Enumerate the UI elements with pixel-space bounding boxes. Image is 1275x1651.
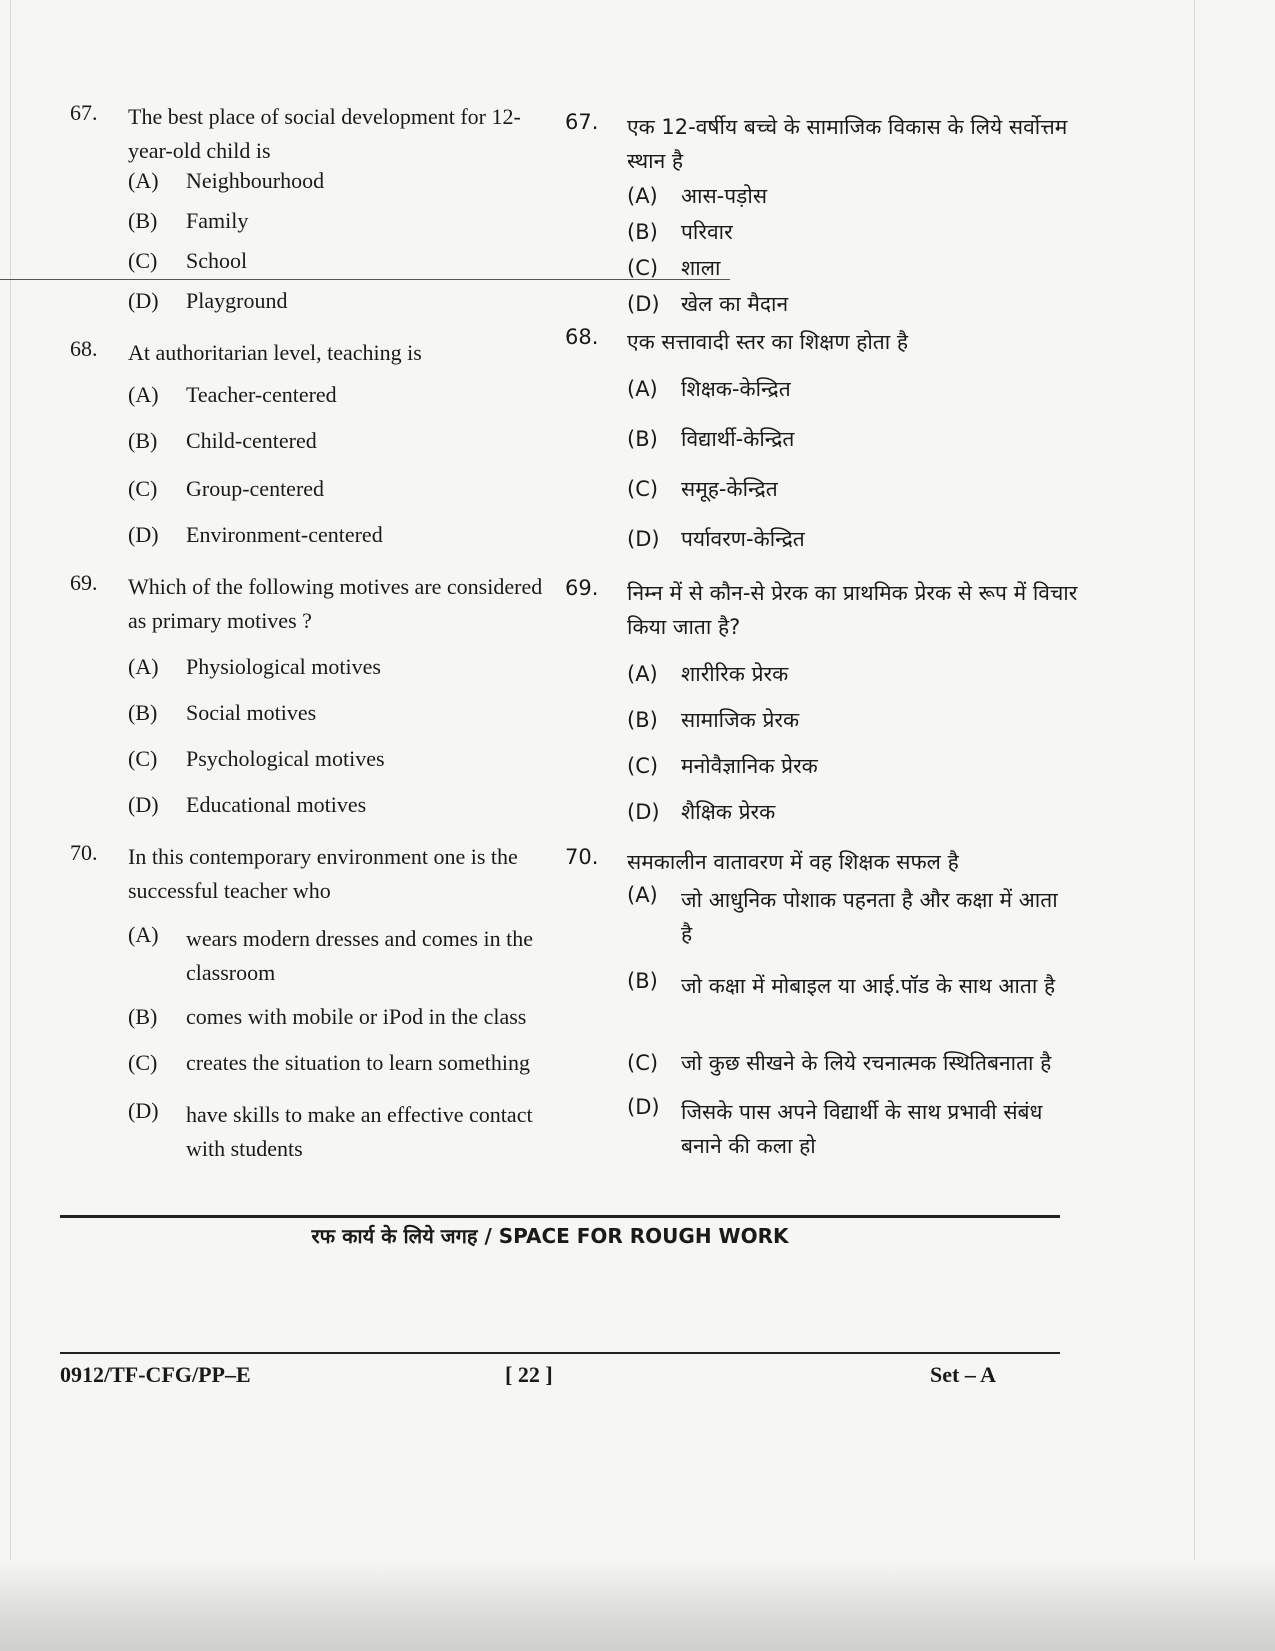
option-text: comes with mobile or iPod in the class (186, 1004, 527, 1029)
option-text: आस-पड़ोस (681, 184, 768, 208)
option-label: (C) (128, 248, 158, 273)
option-label: (D) (627, 1095, 660, 1119)
option-c (128, 746, 385, 772)
option-text: Playground (186, 288, 288, 313)
option-label: (B) (627, 220, 658, 244)
option-d (627, 798, 775, 826)
question-text: समकालीन वातावरण में वह शिक्षक सफल है (627, 850, 959, 874)
option-label: (B) (128, 700, 158, 725)
option-label: (C) (128, 1050, 158, 1075)
option-label: (A) (627, 377, 658, 401)
option-text: Family (186, 208, 249, 233)
option-label: (D) (128, 522, 159, 547)
option-text: शिक्षक-केन्द्रित (681, 377, 791, 401)
option-text: खेल का मैदान (681, 292, 789, 316)
option-b (128, 208, 248, 234)
option-label: (B) (627, 708, 658, 732)
option-label: (C) (128, 746, 158, 771)
option-label: (A) (128, 382, 159, 407)
option-label: (C) (627, 1051, 659, 1075)
option-c (128, 476, 324, 502)
option-label: (C) (627, 754, 659, 778)
option-a (627, 375, 791, 403)
question-number: 69. (70, 570, 98, 595)
option-text: Teacher-centered (186, 382, 337, 407)
option-label: (D) (627, 292, 660, 316)
option-c (627, 1049, 1051, 1077)
option-label: (A) (128, 168, 159, 193)
option-d (627, 525, 805, 553)
option-b (627, 969, 1061, 1003)
option-label: (B) (128, 208, 158, 233)
option-text: Neighbourhood (186, 168, 325, 193)
option-text: जो कक्षा में मोबाइल या आई.पॉड के साथ आता है (681, 974, 1056, 998)
question-text: At authoritarian level, teaching is (128, 340, 422, 365)
option-b (128, 700, 316, 726)
option-text: पर्यावरण-केन्द्रित (681, 527, 805, 551)
option-text: सामाजिक प्रेरक (681, 708, 800, 732)
option-label: (D) (627, 800, 660, 824)
option-d (128, 522, 383, 548)
option-label: (C) (627, 477, 659, 501)
question-number: 68. (70, 336, 98, 361)
option-d (128, 288, 287, 314)
question-67-en (70, 100, 550, 313)
option-a (128, 922, 536, 990)
option-text: जिसके पास अपने विद्यार्थी के साथ प्रभावी संबंध बनाने की कला हो (681, 1100, 1043, 1158)
option-label: (A) (128, 654, 159, 679)
option-text: Social motives (186, 700, 317, 725)
scan-edge (1194, 0, 1195, 1651)
rough-work-heading: रफ कार्य के लिये जगह / SPACE FOR ROUGH WORK (311, 1224, 789, 1248)
question-text: The best place of social development for 12-year-old child is (128, 104, 521, 163)
option-label: (B) (627, 969, 658, 993)
option-label: (D) (128, 288, 159, 313)
question-68-en (70, 336, 550, 547)
option-d (128, 792, 366, 818)
option-text: मनोवैज्ञानिक प्रेरक (681, 754, 818, 778)
option-text: जो आधुनिक पोशाक पहनता है और कक्षा में आता है (681, 888, 1058, 946)
option-label: (A) (128, 922, 159, 947)
option-b (128, 1004, 526, 1030)
question-number: 67. (70, 100, 98, 125)
option-d (128, 1098, 536, 1166)
option-a (627, 182, 767, 210)
option-text: School (186, 248, 248, 273)
option-label: (B) (128, 428, 158, 453)
option-c (627, 254, 720, 282)
option-text: जो कुछ सीखने के लिये रचनात्मक स्थितिबनाता है (681, 1051, 1052, 1075)
option-text: शाला (681, 256, 721, 280)
option-c (627, 752, 818, 780)
option-text: शारीरिक प्रेरक (681, 662, 789, 686)
question-67-hi (565, 110, 1085, 316)
option-text: Child-centered (186, 428, 317, 453)
option-c (128, 248, 247, 274)
question-text: एक 12-वर्षीय बच्चे के सामाजिक विकास के लिये सर्वोत्तम स्थान है (627, 115, 1068, 173)
option-b (627, 706, 799, 734)
question-text: Which of the following motives are considered as primary motives ? (128, 574, 543, 633)
set-label: Set – A (930, 1362, 996, 1387)
option-c (128, 1050, 530, 1076)
option-text: creates the situation to learn something (186, 1050, 530, 1075)
option-text: have skills to make an effective contact with students (186, 1102, 533, 1161)
option-a (627, 660, 788, 688)
question-70-hi (565, 845, 1085, 1158)
question-number: 70. (70, 840, 98, 865)
option-text: Physiological motives (186, 654, 381, 679)
option-text: विद्यार्थी-केन्द्रित (681, 427, 795, 451)
question-number: 67. (565, 110, 599, 134)
option-a (128, 168, 324, 194)
option-label: (D) (128, 1098, 159, 1123)
question-68-hi (565, 325, 1085, 551)
question-number: 70. (565, 845, 599, 869)
option-label: (A) (627, 883, 658, 907)
option-b (627, 425, 794, 453)
option-label: (C) (128, 476, 158, 501)
option-text: Psychological motives (186, 746, 385, 771)
page-number: [ 22 ] (505, 1362, 553, 1387)
question-text: निम्न में से कौन-से प्रेरक का प्राथमिक प्रेरक से रूप में विचार किया जाता है? (627, 581, 1078, 639)
option-a (627, 883, 1061, 951)
option-text: समूह-केन्द्रित (681, 477, 778, 501)
scan-artifact-line (0, 279, 730, 280)
option-label: (D) (627, 527, 660, 551)
divider (60, 1352, 1060, 1354)
paper-code: 0912/TF-CFG/PP–E (60, 1362, 251, 1387)
option-label: (A) (627, 184, 658, 208)
option-label: (C) (627, 256, 659, 280)
divider (60, 1215, 1060, 1218)
option-a (128, 382, 337, 408)
question-number: 68. (565, 325, 599, 349)
option-label: (B) (627, 427, 658, 451)
scan-edge (10, 0, 11, 1651)
option-text: Environment-centered (186, 522, 383, 547)
option-a (128, 654, 381, 680)
option-text: wears modern dresses and comes in the classroom (186, 926, 534, 985)
question-number: 69. (565, 576, 599, 600)
option-c (627, 475, 778, 503)
option-b (128, 428, 317, 454)
option-label: (A) (627, 662, 658, 686)
question-text: एक सत्तावादी स्तर का शिक्षण होता है (627, 330, 909, 354)
option-d (627, 1095, 1061, 1163)
question-69-hi (565, 576, 1085, 824)
option-label: (D) (128, 792, 159, 817)
option-label: (B) (128, 1004, 158, 1029)
scan-bottom-edge (0, 1560, 1275, 1651)
question-69-en (70, 570, 550, 817)
option-text: Educational motives (186, 792, 367, 817)
option-d (627, 290, 788, 318)
option-text: परिवार (681, 220, 733, 244)
option-text: शैक्षिक प्रेरक (681, 800, 776, 824)
option-b (627, 218, 733, 246)
question-text: In this contemporary environment one is the successful teacher who (128, 844, 518, 903)
option-text: Group-centered (186, 476, 325, 501)
question-70-en (70, 840, 550, 1161)
